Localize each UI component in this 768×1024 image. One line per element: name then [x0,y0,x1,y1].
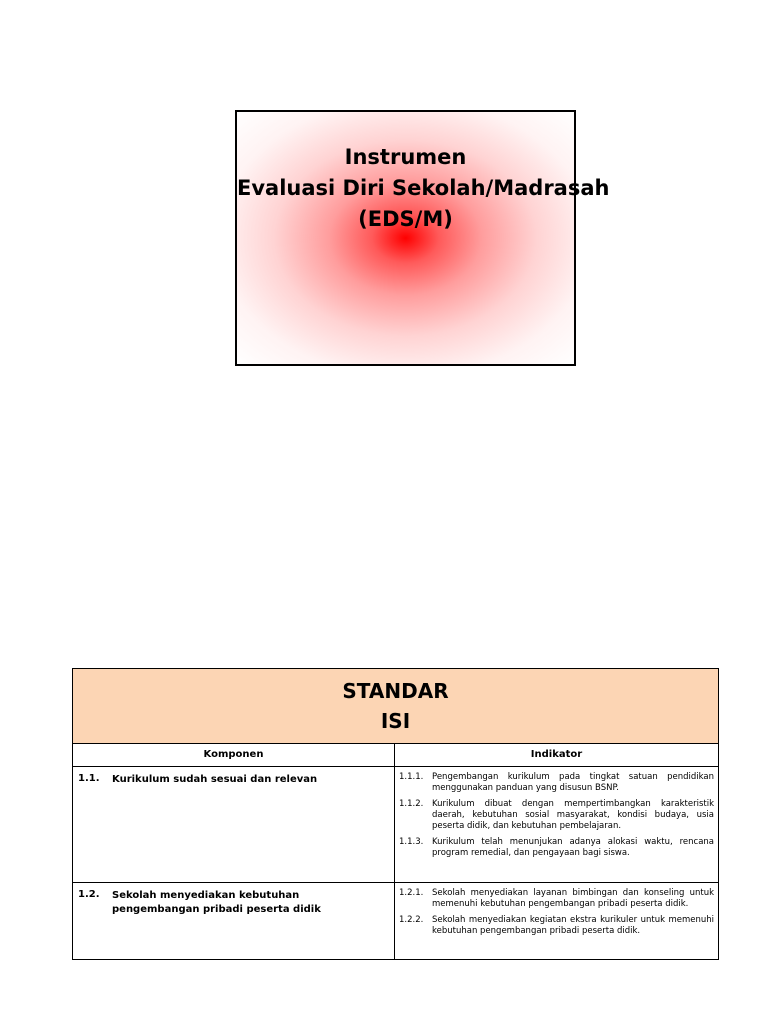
komponen-text: Kurikulum sudah sesuai dan relevan [112,774,318,785]
indikator-item [399,772,714,794]
komponen-text: Sekolah menyediakan kebutuhan pengembangan pribadi peserta didik [112,890,321,915]
indikator-item [399,799,714,832]
standard-header [73,669,719,744]
indikator-number: 1.1.3. [399,837,424,847]
cover-title-box [235,110,610,366]
standard-header-row [73,669,719,744]
table-row [73,883,719,960]
column-header-indikator: Indikator [395,744,719,767]
column-header-komponen: Komponen [73,744,395,767]
standard-table [72,668,719,960]
indikator-number: 1.2.1. [399,888,424,898]
standard-subtitle: ISI [380,709,411,733]
indikator-number: 1.1.2. [399,799,424,809]
indikator-cell [395,883,719,960]
komponen-cell [73,883,395,960]
indikator-cell [395,767,719,883]
komponen-cell [73,767,395,883]
indikator-item [399,915,714,937]
cover-title [237,142,610,235]
indikator-text: Kurikulum telah menunjukan adanya alokasi waktu, rencana program remedial, dan pengayaan bagi siswa. [432,837,715,858]
indikator-number: 1.1.1. [399,772,424,782]
indikator-text: Sekolah menyediakan layanan bimbingan dan konseling untuk memenuhi kebutuhan pengembangan pribadi peserta didik. [432,888,715,909]
komponen-number: 1.1. [78,773,100,784]
cover-title-line-2: Evaluasi Diri Sekolah/Madrasah [237,176,610,200]
indikator-text: Kurikulum dibuat dengan mempertimbangkan karakteristik daerah, kebutuhan sosial masyarakat, kondisi budaya, usia peserta didik, dan kebutuhan pembelajaran. [432,799,715,831]
column-header-row [73,744,719,767]
indikator-item [399,888,714,910]
komponen-number: 1.2. [78,889,100,900]
indikator-text: Sekolah menyediakan kegiatan ekstra kurikuler untuk memenuhi kebutuhan pengembangan pribadi peserta didik. [432,915,715,936]
table-row [73,767,719,883]
indikator-text: Pengembangan kurikulum pada tingkat satuan pendidikan menggunakan panduan yang disusun BSNP. [432,772,715,793]
indikator-number: 1.2.2. [399,915,424,925]
cover-title-line-3: (EDS/M) [358,207,453,231]
cover-title-line-1: Instrumen [344,145,467,169]
indikator-item [399,837,714,859]
standard-title: STANDAR [342,679,449,703]
